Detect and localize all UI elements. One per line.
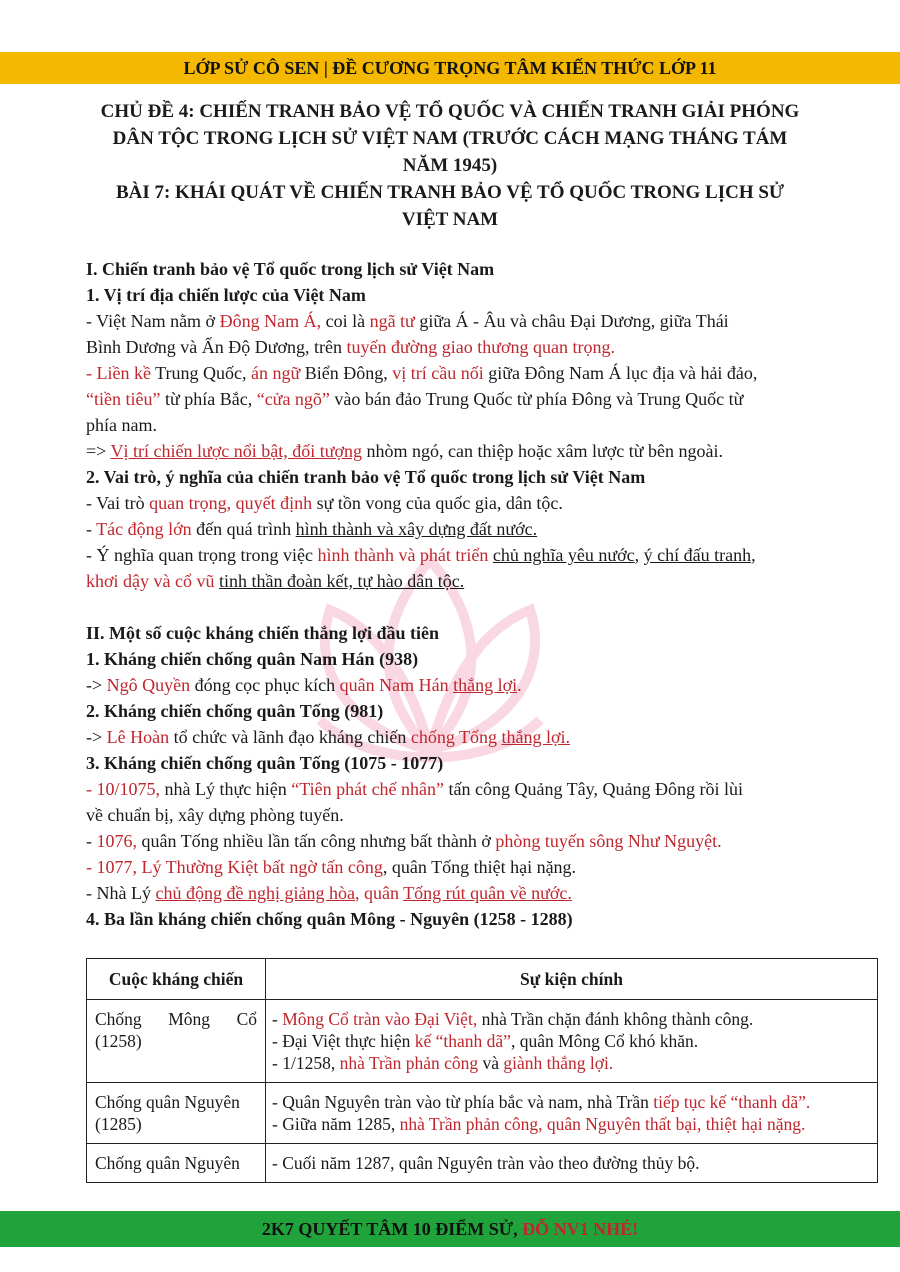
- table-cell: Chống quân Nguyên: [87, 1144, 266, 1183]
- footer-text: 2K7 QUYẾT TÂM 10 ĐIỂM SỬ,: [261, 1219, 523, 1239]
- footer-banner: [0, 1211, 900, 1247]
- paragraph: - 10/1075, nhà Lý thực hiện “Tiên phát chế nhân” tấn công Quảng Tây, Quảng Đông rồi lùi: [86, 779, 743, 799]
- table-cell: Chống quân Nguyên (1285): [87, 1083, 266, 1144]
- paragraph: - 1076, quân Tống nhiều lần tấn công nhưng bất thành ở phòng tuyến sông Như Nguyệt.: [86, 831, 722, 851]
- title-line-2: DÂN TỘC TRONG LỊCH SỬ VIỆT NAM (TRƯỚC CÁCH MẠNG THÁNG TÁM: [112, 128, 788, 149]
- table-cell: - Cuối năm 1287, quân Nguyên tràn vào theo đường thủy bộ.: [266, 1144, 878, 1183]
- paragraph: về chuẩn bị, xây dựng phòng tuyến.: [86, 805, 344, 825]
- title-line-4: BÀI 7: KHÁI QUÁT VỀ CHIẾN TRANH BẢO VỆ TỔ QUỐC TRONG LỊCH SỬ: [115, 182, 785, 203]
- subheading-1-2: 2. Vai trò, ý nghĩa của chiến tranh bảo vệ Tổ quốc trong lịch sử Việt Nam: [86, 467, 646, 487]
- title-line-1: CHỦ ĐỀ 4: CHIẾN TRANH BẢO VỆ TỔ QUỐC VÀ CHIẾN TRANH GIẢI PHÓNG: [100, 101, 800, 122]
- paragraph: khơi dậy và cổ vũ tinh thần đoàn kết, tự hào dân tộc.: [86, 571, 465, 591]
- table-cell: - Mông Cổ tràn vào Đại Việt, nhà Trần chặn đánh không thành công. - Đại Việt thực hiện kế “thanh dã”, quân Mông Cổ khó khăn. - 1/1258, nhà Trần phản công và giành thắng lợi.: [266, 1000, 878, 1083]
- subheading-2-2: 2. Kháng chiến chống quân Tống (981): [86, 701, 384, 721]
- table-row: [87, 1144, 878, 1183]
- subheading-1-1: 1. Vị trí địa chiến lược của Việt Nam: [86, 285, 366, 305]
- table-row: [87, 1000, 878, 1083]
- subheading-2-4: 4. Ba lần kháng chiến chống quân Mông - Nguyên (1258 - 1288): [86, 909, 573, 929]
- paragraph: -> Ngô Quyền đóng cọc phục kích quân Nam Hán thắng lợi.: [86, 675, 522, 695]
- section-1-heading: I. Chiến tranh bảo vệ Tổ quốc trong lịch sử Việt Nam: [86, 259, 495, 279]
- paragraph: - Việt Nam nằm ở Đông Nam Á, coi là ngã tư giữa Á - Âu và châu Đại Dương, giữa Thái: [86, 311, 729, 331]
- paragraph: - Tác động lớn đến quá trình hình thành và xây dựng đất nước.: [86, 519, 538, 539]
- table-cell: Chống Mông Cổ (1258): [87, 1000, 266, 1083]
- paragraph: Bình Dương và Ấn Độ Dương, trên tuyến đường giao thương quan trọng.: [86, 337, 616, 357]
- paragraph: “tiền tiêu” từ phía Bắc, “cửa ngõ” vào bán đảo Trung Quốc từ phía Đông và Trung Quốc từ: [86, 389, 744, 409]
- paragraph: - Nhà Lý chủ động đề nghị giảng hòa, quân Tống rút quân về nước.: [86, 883, 572, 903]
- paragraph: phía nam.: [86, 415, 157, 435]
- paragraph: - 1077, Lý Thường Kiệt bất ngờ tấn công, quân Tống thiệt hại nặng.: [86, 857, 577, 877]
- table-cell: - Quân Nguyên tràn vào từ phía bắc và nam, nhà Trần tiếp tục kế “thanh dã”. - Giữa năm 1285, nhà Trần phản công, quân Nguyên thất bại, thiệt hại nặng.: [266, 1083, 878, 1144]
- header-text: LỚP SỬ CÔ SEN | ĐỀ CƯƠNG TRỌNG TÂM KIẾN THỨC LỚP 11: [183, 58, 717, 78]
- title-line-5: VIỆT NAM: [401, 209, 499, 230]
- paragraph: - Vai trò quan trọng, quyết định sự tồn vong của quốc gia, dân tộc.: [86, 493, 563, 513]
- section-2: [86, 620, 816, 932]
- section-1: [86, 256, 816, 594]
- title-line-3: NĂM 1945): [402, 155, 498, 176]
- document-title: [70, 98, 830, 233]
- header-banner: [0, 52, 900, 84]
- table-header-cell: Cuộc kháng chiến: [87, 959, 266, 1000]
- paragraph: => Vị trí chiến lược nổi bật, đối tượng nhòm ngó, can thiệp hoặc xâm lược từ bên ngoài.: [86, 441, 723, 461]
- paragraph: - Liền kề Trung Quốc, án ngữ Biển Đông, vị trí cầu nối giữa Đông Nam Á lục địa và hải đảo,: [86, 363, 758, 383]
- section-2-heading: II. Một số cuộc kháng chiến thắng lợi đầu tiên: [86, 623, 440, 643]
- subheading-2-3: 3. Kháng chiến chống quân Tống (1075 - 1077): [86, 753, 444, 773]
- footer-highlight: ĐỖ NV1 NHÉ!: [522, 1219, 639, 1239]
- paragraph: - Ý nghĩa quan trọng trong việc hình thành và phát triển chủ nghĩa yêu nước, ý chí đấu tranh,: [86, 545, 756, 565]
- subheading-2-1: 1. Kháng chiến chống quân Nam Hán (938): [86, 649, 419, 669]
- table-header-row: [87, 959, 878, 1000]
- table-row: [87, 1083, 878, 1144]
- table-header-cell: Sự kiện chính: [266, 959, 878, 1000]
- paragraph: -> Lê Hoàn tổ chức và lãnh đạo kháng chiến chống Tống thắng lợi.: [86, 727, 571, 747]
- mongol-resistance-table: [86, 958, 878, 1183]
